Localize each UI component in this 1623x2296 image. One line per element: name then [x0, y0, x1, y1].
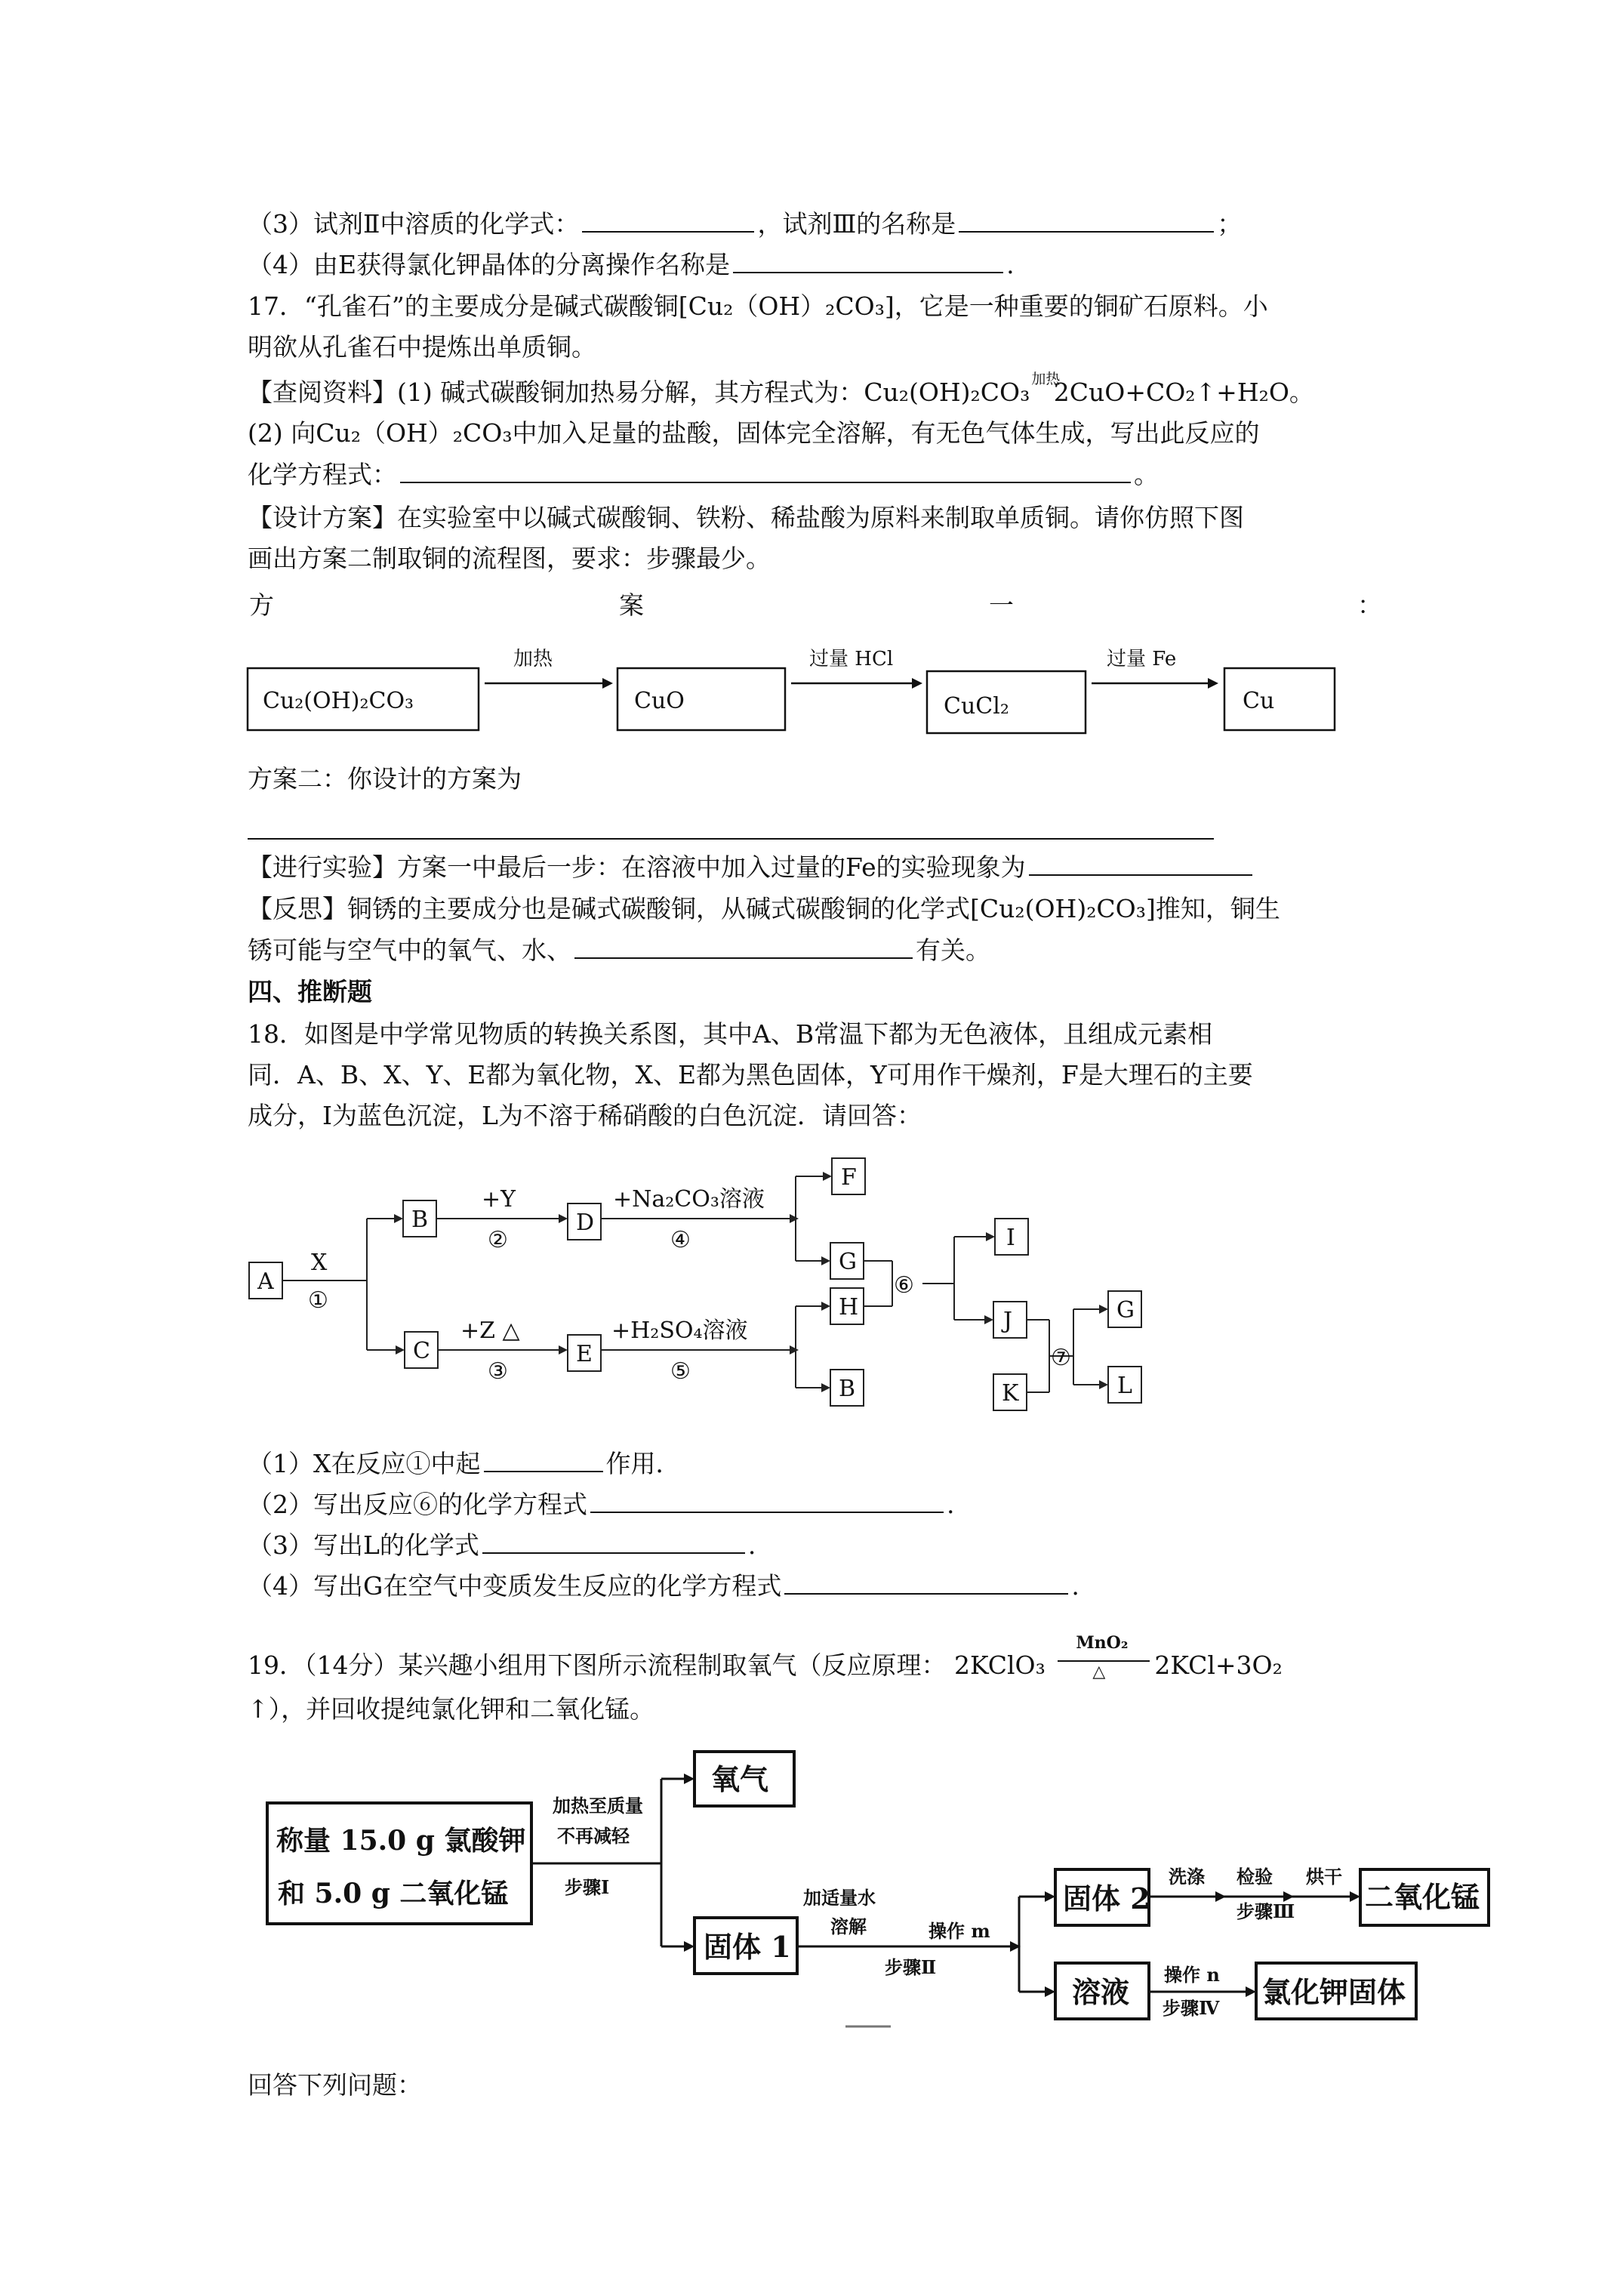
reaction-6: ⑥	[894, 1272, 914, 1299]
reagent-z: +Z △	[460, 1318, 520, 1344]
plan1-c1: 方	[249, 590, 274, 620]
reaction-2: ②	[488, 1227, 508, 1253]
reagent-na2co3: +Na₂CO₃溶液	[613, 1186, 765, 1213]
flow-arrow3-label: 过量 Fe	[1107, 648, 1177, 670]
q18-line3: 成分，I为蓝色沉淀，L为不溶于稀硝酸的白色沉淀．请回答：	[248, 1101, 922, 1130]
arrowhead	[821, 1256, 830, 1265]
q17-reference-2: (2) 向Cu₂（OH）₂CO₃中加入足量的盐酸，固体完全溶解，有无色气体生成，写出此反应的	[248, 418, 1260, 448]
q18-part4: （4）写出G在空气中变质发生反应的化学方程式 .	[248, 1571, 1079, 1601]
wash-label: 洗涤	[1169, 1866, 1205, 1888]
reaction-3: ③	[488, 1358, 508, 1385]
node-d-label: D	[576, 1210, 595, 1236]
step2-op: 操作 m	[929, 1920, 990, 1942]
q17-experiment: 【进行实验】方案一中最后一步：在溶液中加入过量的Fe的实验现象为	[248, 852, 1255, 883]
blank[interactable]	[400, 459, 1131, 483]
reagent-x: X	[311, 1250, 328, 1276]
mno2-label: 二氧化锰	[1365, 1880, 1480, 1914]
q19-line2: ↑），并回收提纯氯化钾和二氧化锰。	[248, 1694, 655, 1724]
flow-box1-text: Cu₂(OH)₂CO₃	[263, 688, 414, 714]
arrowhead	[1350, 1891, 1360, 1902]
node-j-label: J	[1003, 1308, 1013, 1334]
node-i-label: I	[1006, 1225, 1015, 1251]
blank[interactable]	[733, 249, 1003, 273]
reagent-h2so4: +H₂SO₄溶液	[611, 1318, 748, 1344]
step2-line2: 溶解	[830, 1915, 867, 1937]
node-a-label: A	[257, 1268, 274, 1295]
step4-label: 步骤Ⅳ	[1163, 1997, 1220, 2019]
step1-line2: 不再减轻	[557, 1825, 630, 1847]
node-k-label: K	[1002, 1380, 1019, 1407]
reagent-y: +Y	[482, 1186, 516, 1213]
q16-part4: （4）由E获得氯化钾晶体的分离操作名称是 .	[248, 250, 1015, 279]
solution-label: 溶液	[1072, 1975, 1130, 2009]
arrowhead	[396, 1345, 405, 1354]
q17-design-2: 画出方案二制取铜的流程图，要求：步骤最少。	[248, 544, 771, 573]
q18-part1: （1）X在反应①中起 作用．	[248, 1449, 681, 1478]
arrowhead	[1208, 678, 1218, 689]
oxygen-label: 氧气	[711, 1762, 769, 1796]
node-g-label: G	[839, 1249, 857, 1275]
solid1-label: 固体 1	[704, 1930, 791, 1964]
arrowhead	[823, 1172, 832, 1181]
reaction-5: ⑤	[670, 1358, 691, 1385]
blank[interactable]	[784, 1570, 1068, 1595]
q18-part3: （3）写出L的化学式 .	[248, 1530, 756, 1560]
solid2-label: 固体 2	[1063, 1881, 1150, 1915]
arrowhead	[602, 678, 613, 689]
q19-answer-prompt: 回答下列问题：	[248, 2070, 422, 2100]
flow-box-cu	[1224, 668, 1335, 730]
q19-line1: 19．（14分）某兴趣小组用下图所示流程制取氧气（反应原理： 2KClO₃ MnO₂ △ 2KCl+3O₂	[248, 1633, 1283, 1681]
q17-design: 【设计方案】在实验室中以碱式碳酸铜、铁粉、稀盐酸为原料来制取单质铜。请你仿照下图	[248, 503, 1244, 532]
q19-process-flow	[242, 1743, 1510, 2029]
step2-line3: 步骤Ⅱ	[885, 1956, 937, 1978]
section-title: 四、推断题	[248, 977, 372, 1006]
arrowhead	[1045, 1986, 1055, 1997]
q17-reference: 【查阅资料】(1) 碱式碳酸铜加热易分解，其方程式为：Cu₂(OH)₂CO₃ 加热 2CuO+CO₂↑+H₂O。	[248, 371, 1314, 407]
q18-relation-diagram	[242, 1140, 1193, 1427]
q16-part3: （3）试剂Ⅱ中溶质的化学式： ，试剂Ⅲ的名称是 ；	[248, 209, 1243, 239]
q17-line2: 明欲从孔雀石中提炼出单质铜。	[248, 332, 596, 362]
catalyst-condition: MnO₂ △	[1053, 1650, 1154, 1681]
node-g2-label: G	[1116, 1297, 1135, 1324]
q18-line2: 同．A、B、X、Y、E都为氧化物，X、E都为黑色固体，Y可用作干燥剂，F是大理石的主要	[248, 1060, 1253, 1089]
q18-line1: 18．如图是中学常见物质的转换关系图，其中A、B常温下都为无色液体，且组成元素相	[248, 1019, 1213, 1049]
flow-box2-text: CuO	[634, 688, 685, 714]
arrowhead	[821, 1383, 830, 1392]
node-l-label: L	[1117, 1373, 1132, 1399]
arrowhead	[1099, 1305, 1108, 1314]
step1-line1: 加热至质量	[553, 1795, 643, 1817]
blank[interactable]	[1029, 852, 1252, 876]
arrowhead	[1246, 1986, 1256, 1997]
arrowhead	[559, 1345, 568, 1354]
start-line1: 称量 15.0 g 氯酸钾	[276, 1825, 526, 1857]
arrowhead	[394, 1214, 403, 1223]
arrowhead	[1099, 1380, 1108, 1389]
node-f-label: F	[841, 1164, 857, 1191]
blank[interactable]	[574, 935, 913, 959]
arrowhead	[821, 1302, 830, 1311]
step2-line1: 加适量水	[803, 1887, 876, 1909]
arrowhead	[1215, 1891, 1226, 1902]
plan1-c4: ：	[1357, 590, 1382, 620]
arrowhead	[559, 1214, 568, 1223]
arrowhead	[984, 1315, 993, 1324]
blank[interactable]	[482, 1530, 745, 1554]
reaction-4: ④	[670, 1227, 691, 1253]
dry-label: 烘干	[1306, 1866, 1342, 1888]
blank[interactable]	[582, 208, 754, 233]
node-b-label: B	[411, 1207, 429, 1233]
blank[interactable]	[959, 208, 1214, 233]
node-b2-label: B	[839, 1376, 856, 1402]
q17-line1: 17．“孔雀石”的主要成分是碱式碳酸铜[Cu₂（OH）₂CO₃]，它是一种重要的铜矿石原料。小	[248, 291, 1268, 321]
q17-reflection: 【反思】铜锈的主要成分也是碱式碳酸铜，从碱式碳酸铜的化学式[Cu₂(OH)₂CO₃]推知，铜生	[248, 894, 1280, 923]
node-c-label: C	[413, 1338, 430, 1364]
arrowhead	[684, 1774, 694, 1784]
plan2: 方案二：你设计的方案为	[248, 764, 522, 794]
node-e-label: E	[576, 1341, 593, 1367]
q17-reflection-2: 锈可能与空气中的氧气、水、 有关。	[248, 935, 990, 965]
reaction-1: ①	[308, 1287, 328, 1314]
check-label: 检验	[1236, 1866, 1273, 1888]
node-h-label: H	[839, 1294, 859, 1321]
arrowhead	[790, 1345, 799, 1354]
start-line2: 和 5.0 g 二氧化锰	[278, 1878, 509, 1909]
flow-box4-text: Cu	[1243, 688, 1275, 714]
step1-line3: 步骤Ⅰ	[565, 1876, 610, 1898]
arrowhead	[912, 678, 922, 689]
flow-box3-text: CuCl₂	[944, 693, 1009, 720]
opn-label: 操作 n	[1164, 1964, 1220, 1986]
reaction-7: ⑦	[1051, 1345, 1071, 1371]
kcl-label: 氯化钾固体	[1262, 1975, 1406, 2009]
plan1-flowchart	[242, 638, 1351, 736]
blank[interactable]	[484, 1448, 603, 1472]
plan2-answer-line[interactable]	[248, 838, 1214, 840]
step3-label: 步骤Ⅲ	[1236, 1900, 1295, 1922]
blank[interactable]	[590, 1489, 944, 1513]
arrowhead	[986, 1232, 995, 1241]
flow-arrow1-label: 加热	[513, 648, 553, 670]
flow-arrow2-label: 过量 HCl	[809, 648, 894, 670]
q17-reference-2b: 化学方程式： 。	[248, 460, 1159, 489]
q18-part2: （2）写出反应⑥的化学方程式 .	[248, 1490, 955, 1519]
plan1-c3: 一	[989, 590, 1014, 620]
arrowhead	[790, 1214, 799, 1223]
plan1-c2: 案	[619, 590, 644, 620]
arrowhead	[684, 1941, 694, 1952]
arrowhead	[1045, 1891, 1055, 1902]
